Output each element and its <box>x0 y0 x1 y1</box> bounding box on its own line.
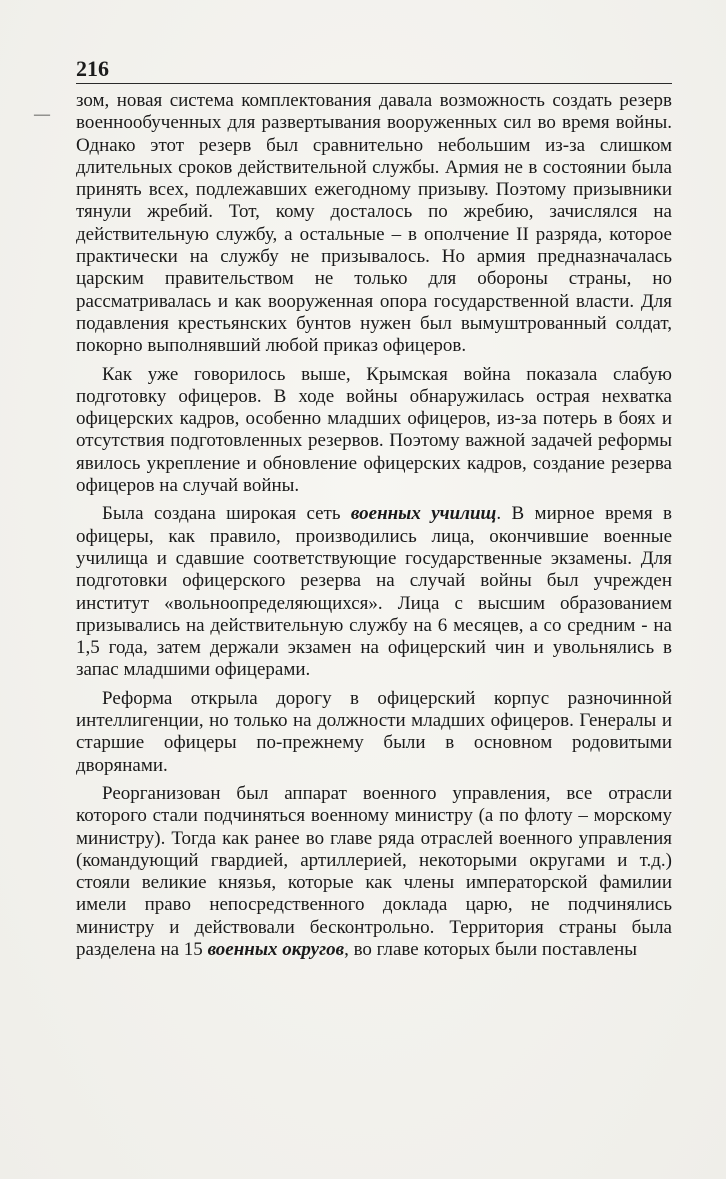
paragraph-5 <box>76 783 672 961</box>
body-text <box>76 90 672 961</box>
emphasis-military-districts: военных округов <box>207 938 345 960</box>
paragraph-3-after: . В мирное время в офицеры, как правило, производились лица, окончившие военные училища и сдавшие соответствующие государственные экзамены. Для подготовки офицерского резерва на случай войны был учрежден институт «вольноопределяющихся». Лица с высшим образованием призывались на действительную службу на 6 месяцев, а со средним - на 1,5 года, затем держали экзамен на офицерский чин и увольнялись в запас младшими офицерами. <box>76 503 672 681</box>
paragraph-5-after: , во главе которых были поставлены <box>344 938 637 960</box>
margin-mark: — <box>34 106 50 123</box>
paragraph-5-before: Реорганизован был аппарат военного управления, все отрасли которого стали подчиняться военному министру (а по флоту – морскому министру). Тогда как ранее во главе ряда отраслей военного управления (командующий гвардией, артиллерией, некоторыми округами и т.д.) стояли великие князья, которые как члены императорской фамилии имели право непосредственного доклада царю, не подчинялись министру и действовали бесконтрольно. Территория страны была разделена на 15 <box>76 782 672 960</box>
paragraph-2: Как уже говорилось выше, Крымская война показала слабую подготовку офицеров. В ходе войны обнаружилась острая нехватка офицерских кадров, особенно младших офицеров, из-за потерь в боях и отсутствия подготовленных резервов. Поэтому важной задачей реформы явилось укрепление и обновление офицерских кадров, создание резерва офицеров на случай войны. <box>76 363 672 497</box>
paragraph-3-before: Была создана широкая сеть <box>102 503 351 525</box>
emphasis-military-schools: военных училищ <box>350 503 497 525</box>
paragraph-3 <box>76 503 672 681</box>
paragraph-1: зом, новая система комплектования давала возможность создать резерв военнообученных для развертывания вооруженных сил во время войны. Однако этот резерв был сравнительно небольшим из-за слишком длительных сроков действительной службы. Армия не в состоянии была принять всех, подлежавших ежегодному призыву. Поэтому призывники тянули жребий. Тот, кому досталось по жребию, зачислялся на действительную службу, а остальные – в ополчение II разряда, которое практически на службу не призывалось. Но армия предназначалась царским правительством не только для обороны страны, но рассматривалась и как вооруженная опора государственной власти. Для подавления крестьянских бунтов нужен был вымуштрованный солдат, покорно выполнявший любой приказ офицеров. <box>76 90 672 357</box>
header-rule <box>76 83 672 84</box>
page-number: 216 <box>76 56 109 81</box>
paragraph-4: Реформа открыла дорогу в офицерский корпус разночинной интеллигенции, но только на должности младших офицеров. Генералы и старшие офицеры по-прежнему были в основном родовитыми дворянами. <box>76 687 672 776</box>
